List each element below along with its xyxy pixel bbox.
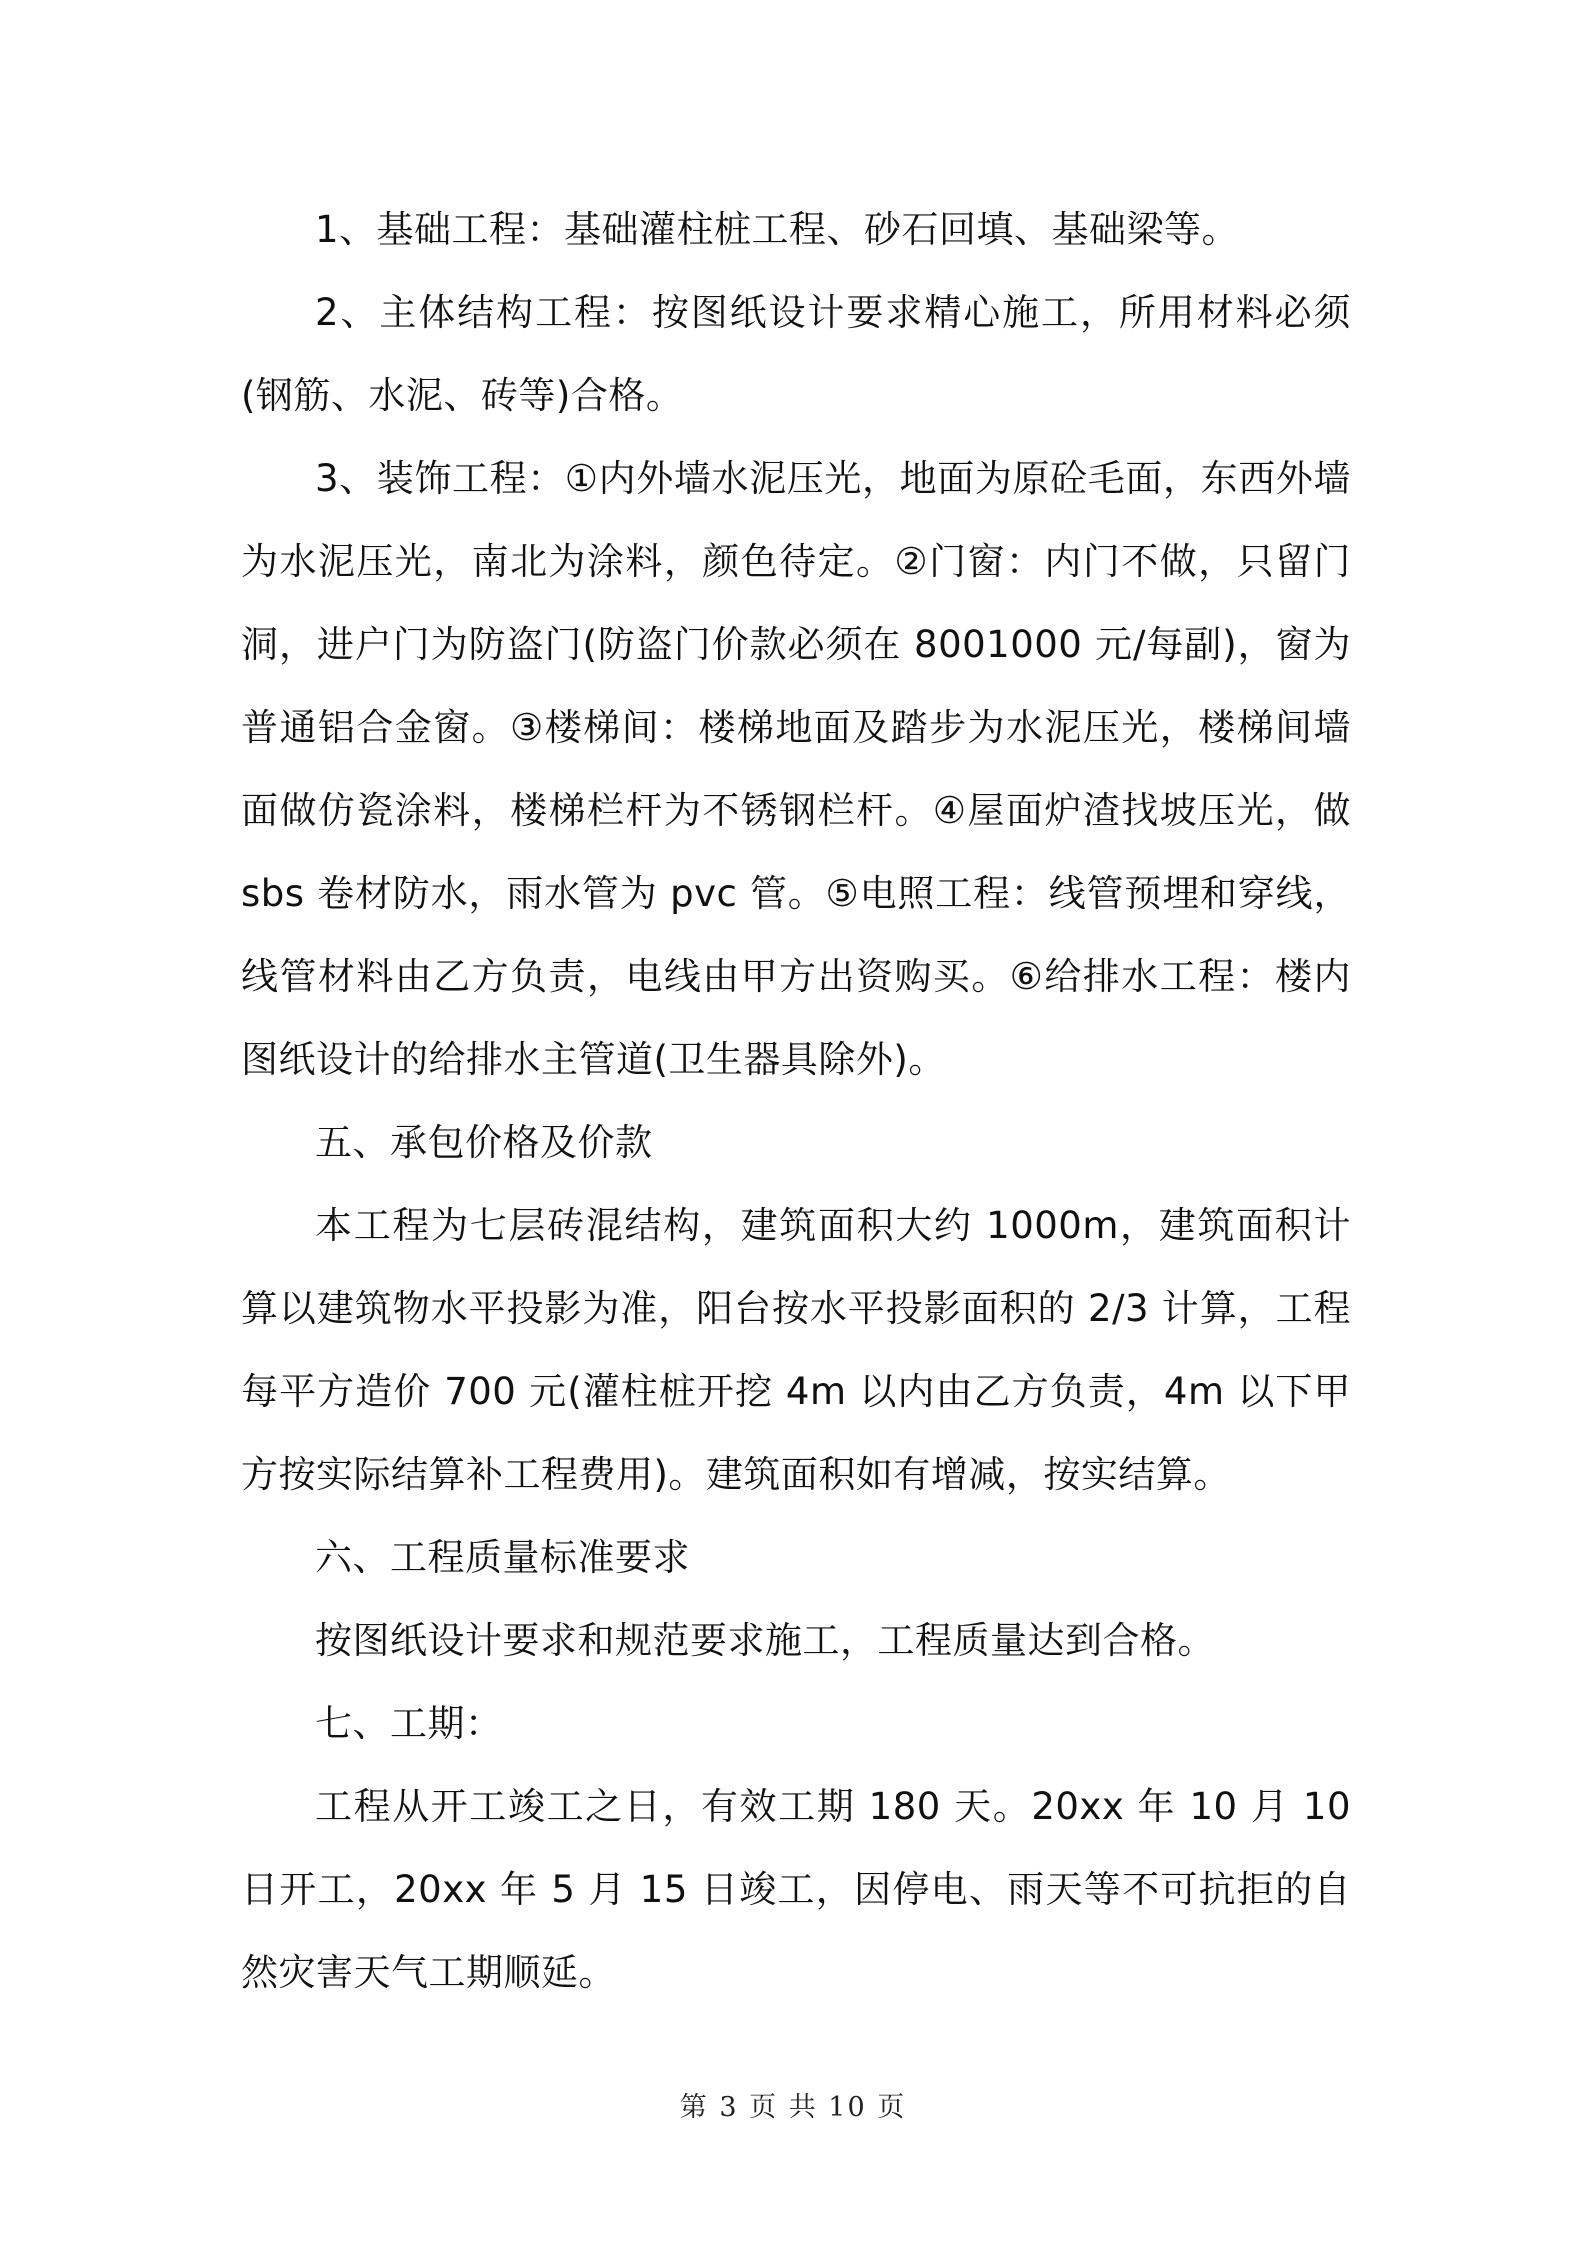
document-body (241, 188, 1351, 2014)
section-heading-quality: 六、工程质量标准要求 (315, 1536, 690, 1579)
section-heading-price: 五、承包价格及价款 (315, 1121, 653, 1164)
section-heading-schedule: 七、工期： (315, 1702, 503, 1745)
paragraph-price-details: 本工程为七层砖混结构，建筑面积大约 1000m，建筑面积计算以建筑物水平投影为准，阳台按水平投影面积的 2/3 计算，工程每平方造价 700 元(灌柱桩开挖 4m 以内由乙方负责，4m 以下甲方按实际结算补工程费用)。建筑面积如有增减，按实结算。 (241, 1204, 1351, 1496)
paragraph-schedule-details: 工程从开工竣工之日，有效工期 180 天。20xx 年 10 月 10 日开工，20xx 年 5 月 15 日竣工，因停电、雨天等不可抗拒的自然灾害天气工期顺延。 (241, 1785, 1351, 1994)
paragraph-quality-details: 按图纸设计要求和规范要求施工，工程质量达到合格。 (315, 1619, 1215, 1662)
paragraph-main-structure-works: 2、主体结构工程：按图纸设计要求精心施工，所用材料必须(钢筋、水泥、砖等)合格。 (241, 291, 1351, 417)
paragraph-decoration-works: 3、装饰工程：①内外墙水泥压光，地面为原砼毛面，东西外墙为水泥压光，南北为涂料，颜色待定。②门窗：内门不做，只留门洞，进户门为防盗门(防盗门价款必须在 8001000 元/每副)，窗为普通铝合金窗。③楼梯间：楼梯地面及踏步为水泥压光，楼梯间墙面做仿瓷涂料，楼梯栏杆为不锈钢栏杆。④屋面炉渣找坡压光，做 sbs 卷材防水，雨水管为 pvc 管。⑤电照工程：线管预埋和穿线，线管材料由乙方负责，电线由甲方出资购买。⑥给排水工程：楼内图纸设计的给排水主管道(卫生器具除外)。 (241, 457, 1351, 1081)
paragraph-foundation-works: 1、基础工程：基础灌柱桩工程、砂石回填、基础梁等。 (315, 208, 1240, 251)
page-number-footer: 第 3 页 共 10 页 (679, 2092, 907, 2123)
